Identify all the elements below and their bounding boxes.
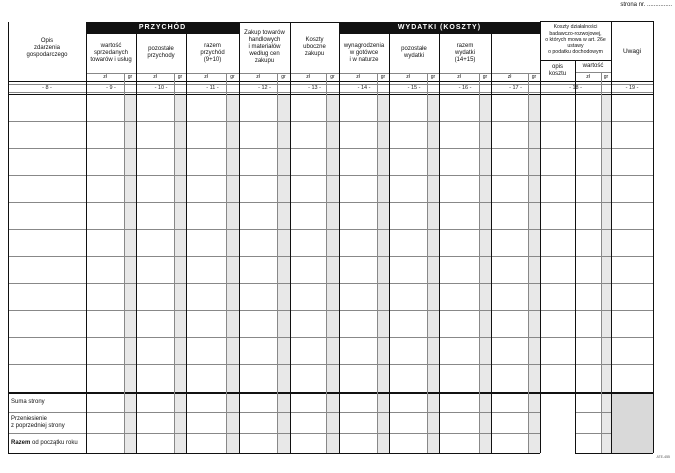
header-col18-wartosc: wartość [582,62,604,69]
grid-line [8,202,653,203]
grid-line [326,73,327,453]
grid-line [8,121,653,122]
header-uwagi: Uwagi [622,48,642,55]
summary-gap [541,394,575,456]
unit-zl-label: zł [406,74,410,80]
footer-code: ATE-455 [656,455,670,459]
unit-zl-label: zł [256,74,260,80]
grid-line [389,33,390,453]
summary-razem-rest: od początku roku [30,439,78,446]
uwagi-summary-shade [612,393,653,453]
unit-gr-label: gr [430,74,436,80]
unit-zl-label: zł [457,74,461,80]
unit-gr-label: gr [531,74,537,80]
header-opis: Opis zdarzenia gospodarczego [26,37,68,58]
header-col15: pozostałe wydatki [401,46,427,59]
grid-line [601,73,602,453]
grid-line [479,73,480,453]
unit-gr-label: gr [281,74,286,80]
grid-line [575,412,611,413]
summary-razem-bold: Razem [11,439,31,446]
grid-line [8,433,540,434]
grid-line [8,94,653,95]
grid-line [8,175,653,176]
header-col13: Koszty uboczne zakupu [303,37,326,57]
grid-line [653,21,654,453]
grid-line [439,33,440,453]
column-number-label: - 8 - [42,85,52,91]
column-number-label: - 12 - [258,85,271,91]
column-number-label: - 17 - [509,85,522,91]
grid-line [186,33,187,453]
unit-zl-label: zł [507,74,512,80]
header-col11: razem przychód (9+10) [200,42,225,63]
grid-line [8,453,540,454]
grid-line [575,60,576,453]
grid-line [226,73,227,453]
header-przychod-bar: PRZYCHÓD [86,22,239,33]
column-number-label: - 16 - [458,85,472,91]
unit-gr-label: gr [230,74,235,80]
grid-line [8,92,653,93]
column-number-label: - 9 - [106,85,116,91]
grid-line [427,73,428,453]
column-number-label: - 14 - [357,85,371,91]
grid-line [491,33,492,453]
header-col18: Koszty działalności badawczo-rozwojowej, o których mowa w art. 26e ustawy o podatku dochodowym [545,24,606,56]
column-number-label: - 15 - [407,85,421,91]
unit-zl-label: zł [153,74,157,80]
header-col16: razem wydatki (14+15) [454,42,476,63]
grid-line [174,73,175,453]
grid-line [575,453,653,454]
grid-line [124,73,125,453]
column-number-label: - 18 - [569,85,582,91]
header-col12: Zakup towarów handlowych i materiałów według cen zakupu [244,30,285,64]
unit-zl-label: zł [306,74,310,80]
summary-przeniesienie: Przeniesienie z poprzedniej strony [11,415,65,429]
unit-zl-label: zł [356,74,360,80]
header-wydatki-bar: WYDATKI (KOSZTY) [339,22,540,33]
column-number-label: - 10 - [154,85,168,91]
grid-line [8,148,653,149]
page-number-label: strona nr. ............... [620,2,672,8]
unit-gr-label: gr [380,74,386,80]
column-number-label: - 19 - [625,85,639,91]
grid-line [8,256,653,257]
grid-line [575,433,611,434]
unit-zl-label: zł [586,74,590,80]
grid-line [277,73,278,453]
unit-zl-label: zł [103,74,107,80]
unit-gr-label: gr [603,74,609,80]
header-col14: wynagrodzenia w gotówce i w naturze [343,42,385,63]
grid-line [528,73,529,453]
column-number-label: - 13 - [308,85,321,91]
unit-gr-label: gr [330,74,335,80]
grid-line [8,412,540,413]
column-number-label: - 11 - [206,85,219,91]
grid-line [8,337,653,338]
grid-line [8,81,653,82]
grid-line [8,364,653,365]
grid-line [136,33,137,453]
header-col10: pozostałe przychody [147,46,175,59]
grid-line [8,283,653,284]
summary-razem [8,433,86,453]
unit-gr-label: gr [482,74,488,80]
unit-gr-label: gr [177,74,183,80]
grid-line [8,310,653,311]
header-col9: wartość sprzedanych towarów i usług [90,42,132,63]
grid-line [8,229,653,230]
unit-gr-label: gr [127,74,133,80]
summary-suma-strony: Suma strony [11,399,45,405]
grid-line [377,73,378,453]
header-col18-opis: opis kosztu [548,63,567,77]
unit-zl-label: zł [204,74,208,80]
